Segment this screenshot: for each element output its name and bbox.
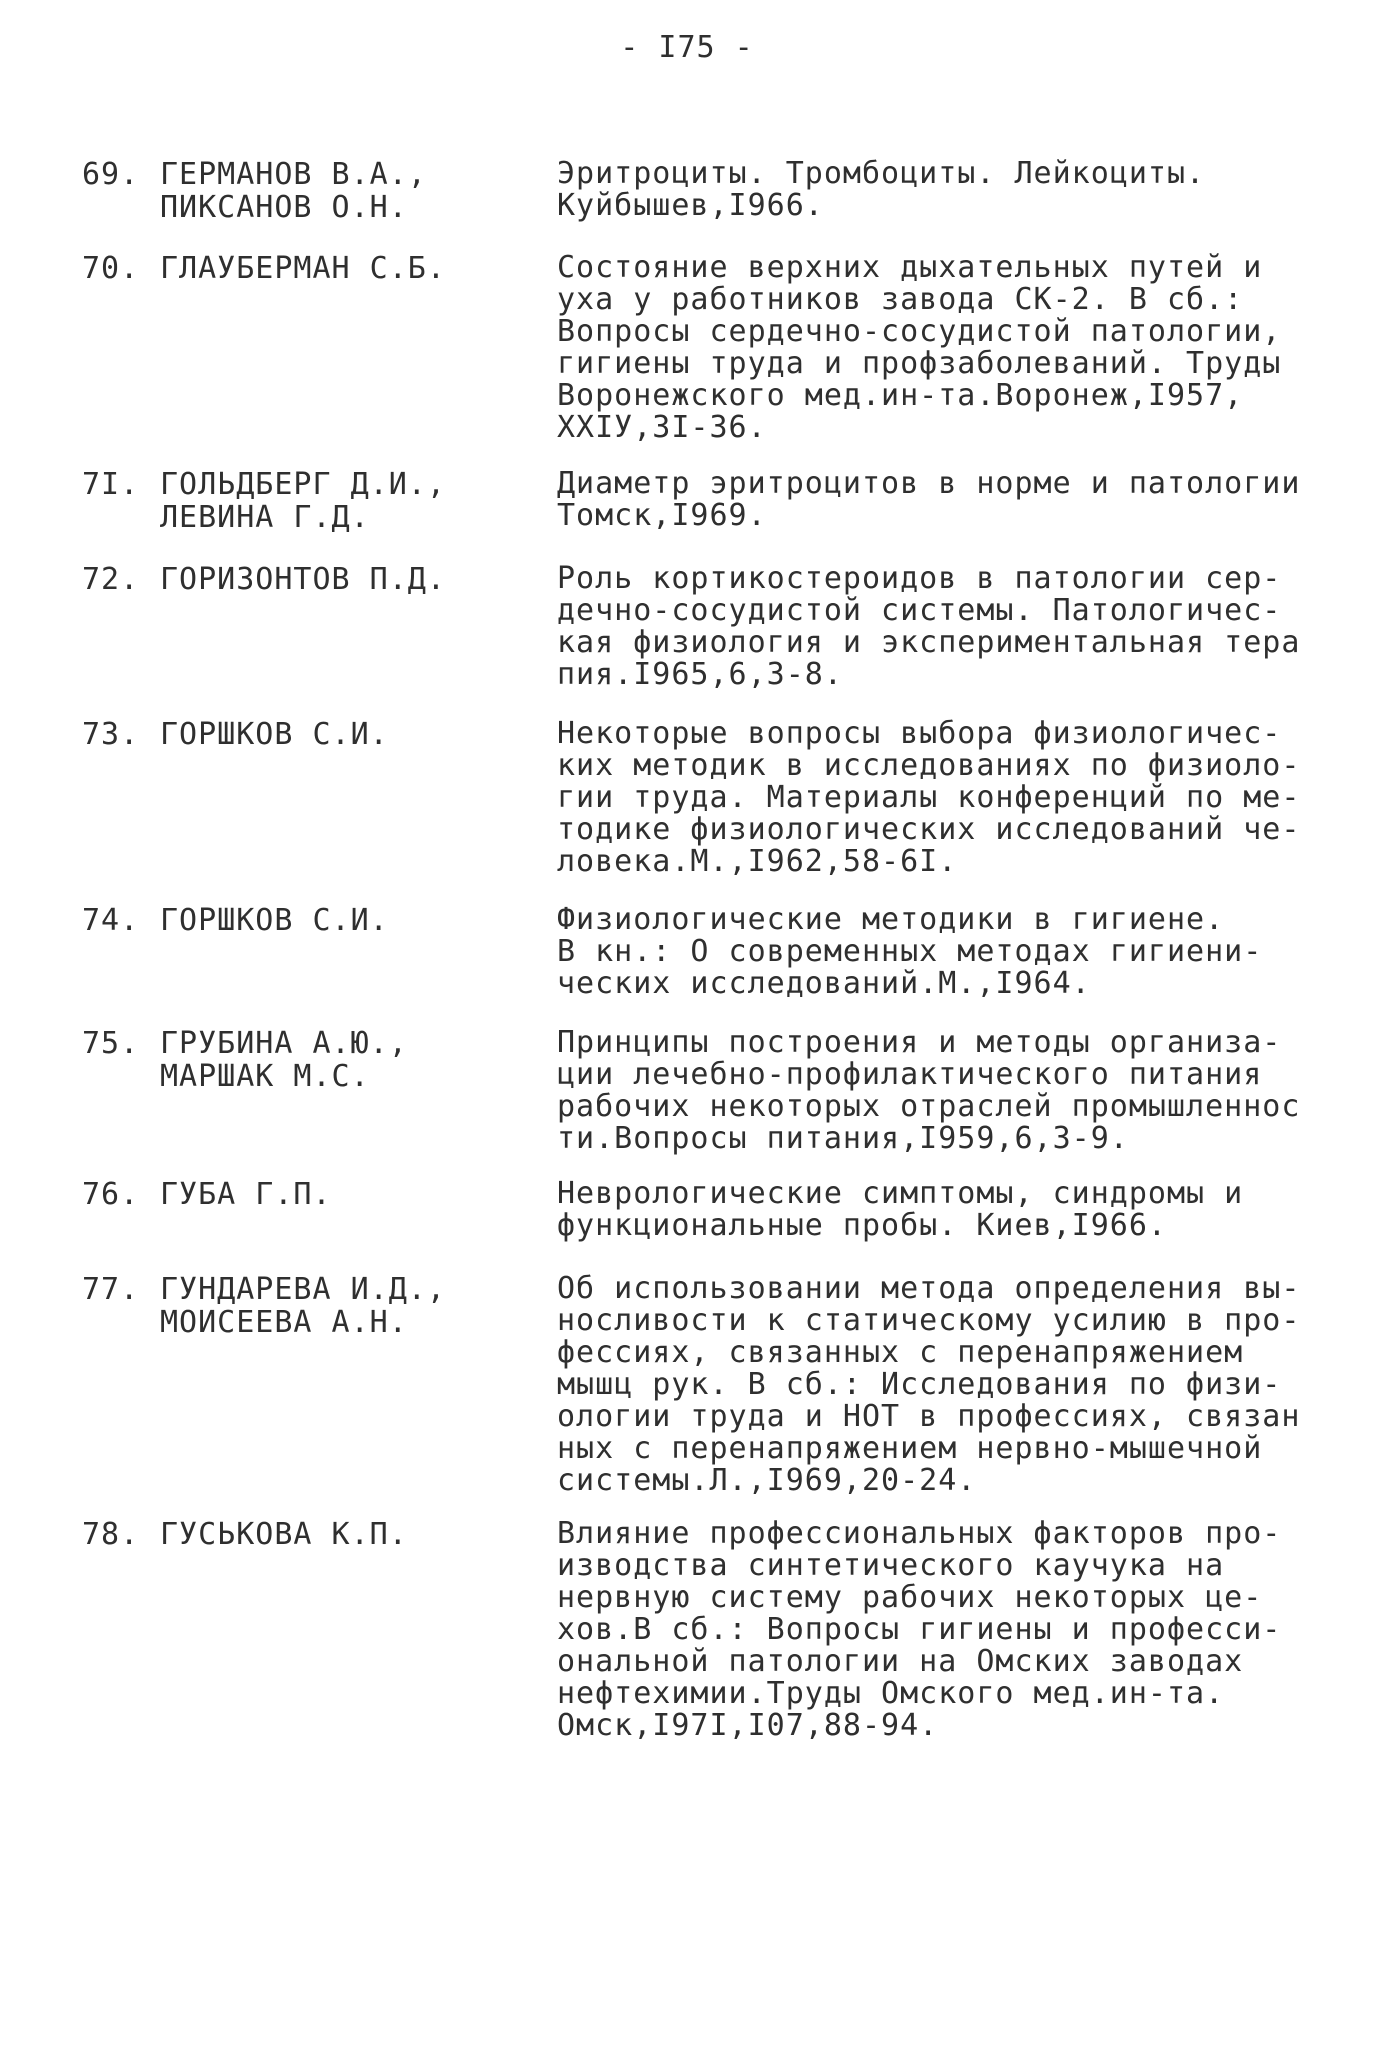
citation-line: фессиях, связанных с перенапряжением (557, 1335, 1244, 1370)
entry-citation (557, 1518, 1317, 1742)
citation-line: ческих исследований.М.,I964. (557, 966, 1091, 1001)
author-name: ГУСЬКОВА К.П. (160, 1517, 408, 1552)
entry-number: 76. (82, 1177, 140, 1212)
citation-line: тодике физиологических исследований че- (557, 812, 1301, 847)
entry-number: 77. (82, 1272, 140, 1307)
citation-line: В кн.: О современных методах гигиени- (557, 934, 1263, 969)
author-name: ПИКСАНОВ О.Н. (160, 190, 408, 225)
citation-line: ции лечебно-профилактического питания (557, 1057, 1263, 1092)
entry-citation (557, 252, 1317, 444)
citation-line: Омск,I97I,I07,88-94. (557, 1708, 939, 1743)
author-name: ГЕРМАНОВ В.А., (160, 157, 427, 192)
citation-line: Физиологические методики в гигиене. (557, 902, 1225, 937)
entry-authors (160, 1273, 540, 1339)
author-name: ГОРШКОВ С.И. (160, 717, 389, 752)
entry-citation (557, 1273, 1317, 1497)
citation-line: Эритроциты. Тромбоциты. Лейкоциты. (557, 156, 1206, 191)
entry-citation (557, 158, 1317, 222)
entry-citation (557, 904, 1317, 1000)
author-name: ГОЛЬДБЕРГ Д.И., (160, 467, 446, 502)
entry-citation (557, 1178, 1317, 1242)
citation-line: ных с перенапряжением нервно-мышечной (557, 1431, 1263, 1466)
citation-line: ональной патологии на Омских заводах (557, 1644, 1244, 1679)
entry-number: 78. (82, 1517, 140, 1552)
citation-line: Томск,I969. (557, 498, 767, 533)
entry-number: 7I. (82, 467, 140, 502)
citation-line: Воронежского мед.ин-та.Воронеж,I957, (557, 378, 1244, 413)
entry-authors (160, 1027, 540, 1093)
entry-number: 69. (82, 157, 140, 192)
citation-line: системы.Л.,I969,20-24. (557, 1463, 977, 1498)
entry-citation (557, 563, 1317, 691)
entry-citation (557, 1027, 1317, 1155)
citation-line: Принципы построения и методы организа- (557, 1025, 1282, 1060)
citation-line: Некоторые вопросы выбора физиологичес- (557, 716, 1282, 751)
author-name: МАРШАК М.С. (160, 1059, 370, 1094)
citation-line: рабочих некоторых отраслей промышленнос (557, 1089, 1301, 1124)
entry-authors (160, 158, 540, 224)
citation-line: Об использовании метода определения вы- (557, 1271, 1301, 1306)
citation-line: гигиены труда и профзаболеваний. Труды (557, 346, 1282, 381)
author-name: ГЛАУБЕРМАН С.Б. (160, 251, 446, 286)
entry-number: 74. (82, 903, 140, 938)
entry-number: 75. (82, 1026, 140, 1061)
citation-line: Роль кортикостероидов в патологии сер- (557, 561, 1282, 596)
citation-line: Состояние верхних дыхательных путей и (557, 250, 1263, 285)
entry-authors (160, 904, 540, 937)
citation-line: пия.I965,6,3-8. (557, 657, 843, 692)
citation-line: мышц рук. В сб.: Исследования по физи- (557, 1367, 1282, 1402)
entry-authors (160, 1178, 540, 1211)
citation-line: носливости к статическому усилию в про- (557, 1303, 1301, 1338)
entry-number: 73. (82, 717, 140, 752)
author-name: ГОРШКОВ С.И. (160, 903, 389, 938)
citation-line: изводства синтетического каучука на (557, 1548, 1225, 1583)
citation-line: Влияние профессиональных факторов про- (557, 1516, 1282, 1551)
citation-line: ологии труда и НОТ в профессиях, связан (557, 1399, 1301, 1434)
entry-citation (557, 718, 1317, 878)
citation-line: дечно-сосудистой системы. Патологичес- (557, 593, 1282, 628)
author-name: ГУНДАРЕВА И.Д., (160, 1272, 446, 1307)
citation-line: ХХIУ,3I-36. (557, 410, 767, 445)
entry-authors (160, 718, 540, 751)
citation-line: нефтехимии.Труды Омского мед.ин-та. (557, 1676, 1225, 1711)
citation-line: нервную систему рабочих некоторых це- (557, 1580, 1263, 1615)
citation-line: ловека.М.,I962,58-6I. (557, 844, 958, 879)
citation-line: Куйбышев,I966. (557, 188, 824, 223)
entry-authors (160, 252, 540, 285)
entry-authors (160, 563, 540, 596)
author-name: ЛЕВИНА Г.Д. (160, 500, 370, 535)
author-name: ГУБА Г.П. (160, 1177, 332, 1212)
citation-line: ких методик в исследованиях по физиоло- (557, 748, 1301, 783)
entry-authors (160, 468, 540, 534)
author-name: ГОРИЗОНТОВ П.Д. (160, 562, 446, 597)
citation-line: хов.В сб.: Вопросы гигиены и професси- (557, 1612, 1282, 1647)
entry-citation (557, 468, 1317, 532)
citation-line: Диаметр эритроцитов в норме и патологии (557, 466, 1301, 501)
citation-line: функциональные пробы. Киев,I966. (557, 1208, 1167, 1243)
citation-line: уха у работников завода СК-2. В сб.: (557, 282, 1244, 317)
author-name: МОИСЕЕВА А.Н. (160, 1305, 408, 1340)
citation-line: Неврологические симптомы, синдромы и (557, 1176, 1244, 1211)
author-name: ГРУБИНА А.Ю., (160, 1026, 408, 1061)
citation-line: ти.Вопросы питания,I959,6,3-9. (557, 1121, 1129, 1156)
entry-number: 72. (82, 562, 140, 597)
entry-authors (160, 1518, 540, 1551)
entry-number: 70. (82, 251, 140, 286)
citation-line: Вопросы сердечно-сосудистой патологии, (557, 314, 1282, 349)
citation-line: гии труда. Материалы конференций по ме- (557, 780, 1301, 815)
page-number: - I75 - (620, 30, 754, 65)
citation-line: кая физиология и экспериментальная тера (557, 625, 1301, 660)
